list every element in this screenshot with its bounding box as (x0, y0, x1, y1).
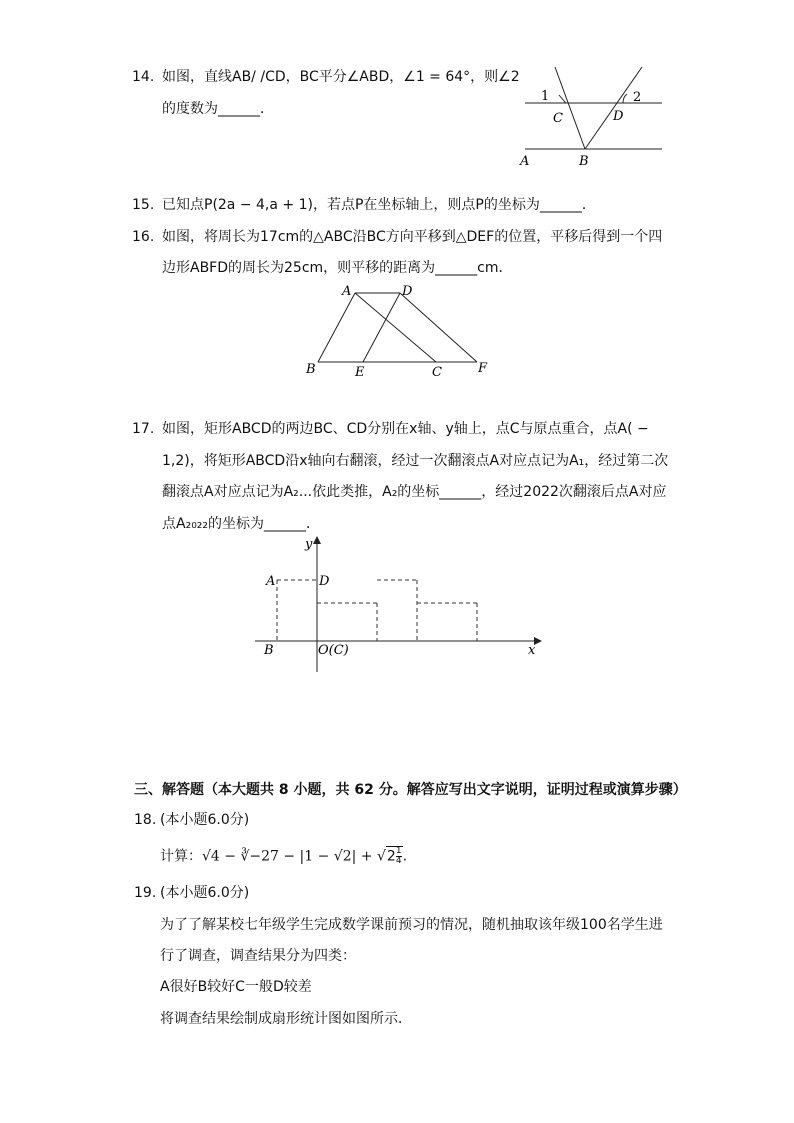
label-origin: O(C) (318, 643, 349, 658)
label-2: 2 (633, 90, 642, 105)
q19-text-line3: A很好B较好C一般D较差 (160, 979, 312, 995)
segment-ab (318, 293, 355, 362)
label-1: 1 (541, 89, 550, 104)
label-b: B (306, 362, 316, 377)
q18-score: (本小题6.0分) (160, 812, 250, 828)
rect-original (277, 580, 317, 641)
q17-text-line2: 1,2)，将矩形ABCD沿x轴向右翻滚，经过一次翻滚点A对应点记为A₁，经过第二次 (162, 453, 669, 469)
rect-rolled-1 (317, 603, 377, 641)
q18-prefix: 计算： (160, 848, 202, 865)
q18-expression: 计算：√4 − ∛−27 − |1 − √2| + √2 $\frac{1}{4}$ . (160, 846, 408, 866)
q18-expr-main: √4 − ∛−27 − |1 − √2| + (202, 848, 373, 865)
angle-2-arc (623, 94, 627, 103)
label-a: A (520, 154, 530, 169)
q19-text-line2: 行了调查，调查结果分为四类： (160, 948, 356, 964)
label-d: D (402, 284, 413, 299)
q15-number: 15. (132, 197, 155, 213)
angle-1-arc (559, 95, 566, 103)
label-x: x (528, 643, 536, 658)
label-b: B (264, 643, 274, 658)
q19-number: 19. (134, 885, 157, 901)
label-f: F (478, 361, 488, 376)
q17-text-line1: 如图，矩形ABCD的两边BC、CD分别在x轴、y轴上，点C与原点重合，点A( − (162, 421, 649, 437)
q14-text-line2: 的度数为______． (162, 101, 274, 117)
q18-mixed-number: 2 $\frac{1}{4}$ (386, 846, 402, 866)
label-a: A (342, 284, 352, 299)
label-d: D (613, 109, 624, 124)
rect-rolled-3 (417, 603, 477, 641)
segment-df (400, 293, 477, 362)
q19-score: (本小题6.0分) (160, 885, 250, 901)
radical-sign: √ (377, 848, 386, 865)
section-3-header: 三、解答题（本大题共 8 小题，共 62 分。解答应写出文字说明，证明过程或演算步骤） (134, 782, 687, 798)
segment-de (363, 293, 400, 362)
label-b: B (579, 154, 589, 169)
segment-ac (355, 293, 436, 362)
label-y: y (305, 537, 313, 552)
line-bd (585, 67, 642, 149)
q16-text-line1: 如图，将周长为17cm的△ABC沿BC方向平移到△DEF的位置，平移后得到一个四 (162, 229, 663, 245)
label-c: C (553, 111, 563, 126)
q17-text-line4: 点A₂₀₂₂的坐标为______． (162, 516, 321, 532)
q15-text: 已知点P(2a − 4,a + 1)，若点P在坐标轴上，则点P的坐标为______． (162, 197, 596, 213)
label-c: C (432, 365, 442, 380)
line-bc (555, 67, 585, 149)
q14-text-line1: 如图，直线AB/ /CD，BC平分∠ABD，∠1 = 64°，则∠2 (162, 69, 520, 85)
q19-text-line4: 将调查结果绘制成扇形统计图如图所示． (160, 1011, 412, 1027)
q16-text-line2: 边形ABFD的周长为25cm，则平移的距离为______cm． (162, 260, 513, 276)
label-d: D (319, 574, 330, 589)
label-e: E (355, 365, 365, 380)
q14-number: 14. (132, 69, 155, 85)
q16-figure (300, 280, 500, 380)
q14-figure (515, 62, 675, 172)
label-a: A (266, 574, 276, 589)
q17-number: 17. (132, 421, 155, 437)
q18-number: 18. (134, 812, 157, 828)
q16-number: 16. (132, 229, 155, 245)
q19-text-line1: 为了了解某校七年级学生完成数学课前预习的情况，随机抽取该年级100名学生进 (160, 917, 663, 933)
q17-text-line3: 翻滚点A对应点记为A₂...依此类推，A₂的坐标______，经过2022次翻滚后点A对应 (162, 484, 667, 500)
rect-rolled-2 (377, 580, 417, 641)
q17-figure (245, 530, 555, 680)
